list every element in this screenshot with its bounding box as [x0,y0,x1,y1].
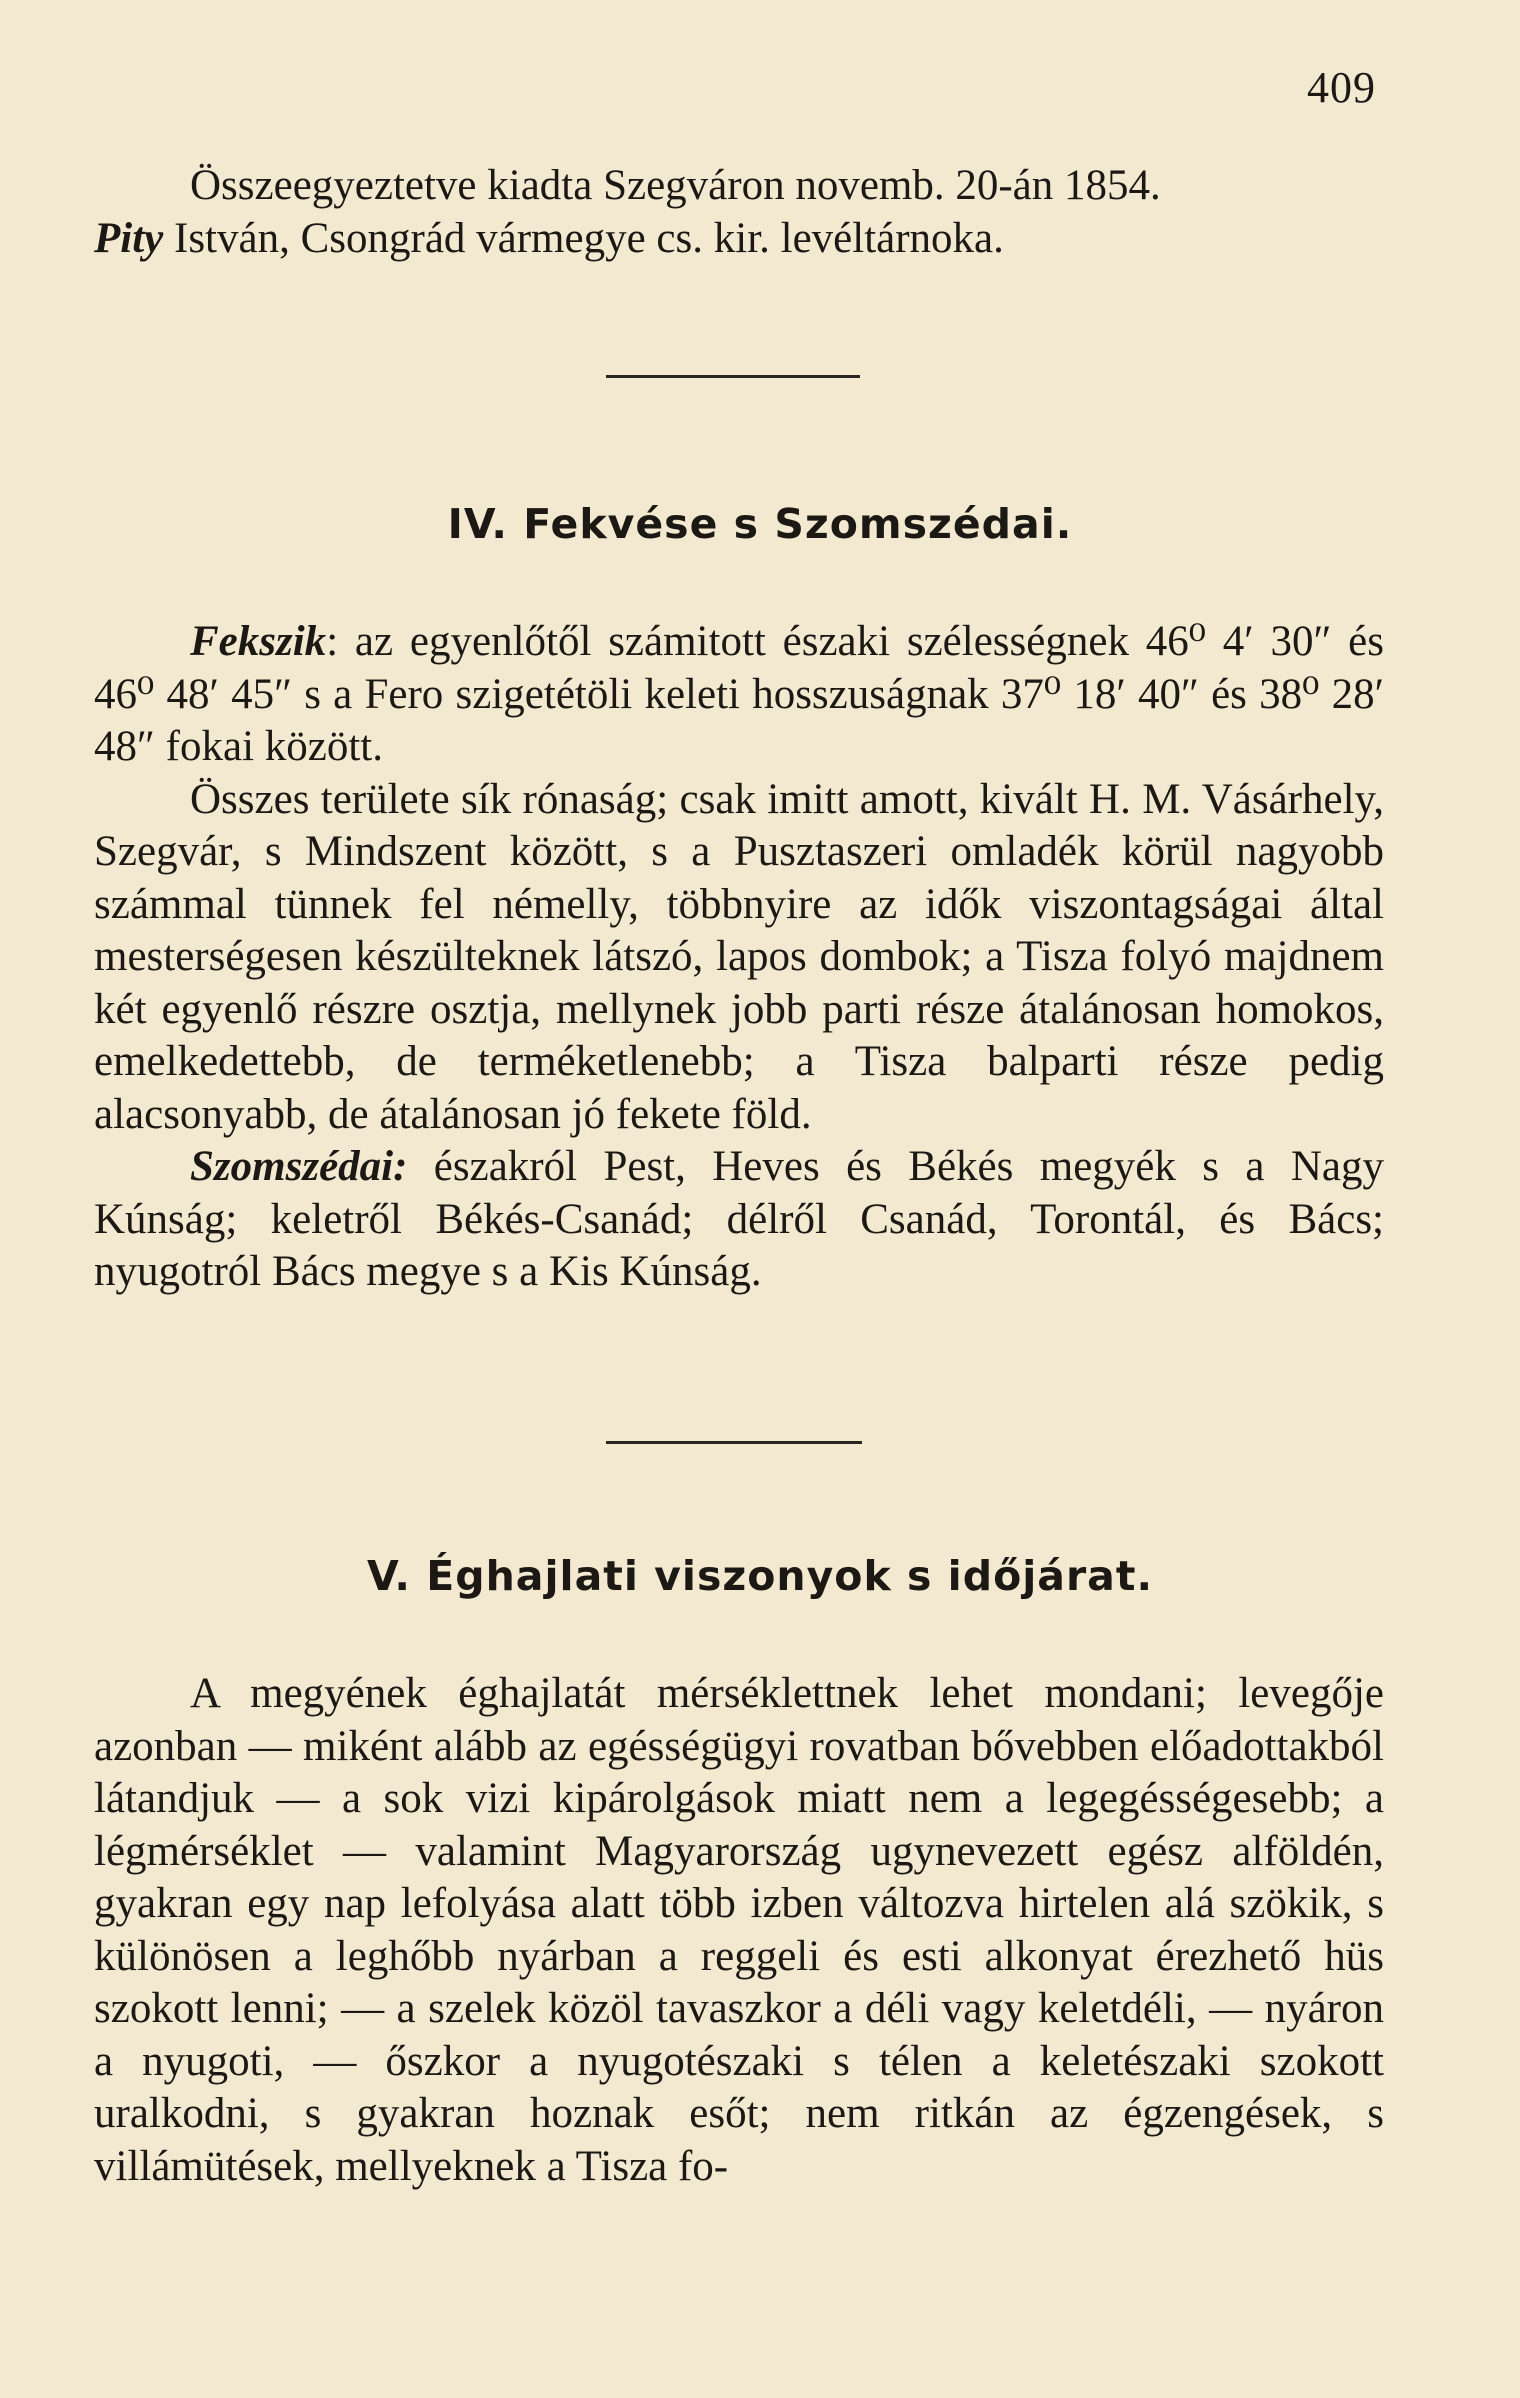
section-heading-5: V. Éghajlati viszonyok s időjárat. [366,1552,1154,1600]
paragraph-lead-fekszik: Fekszik [190,618,327,665]
section-divider-1 [606,375,860,378]
page-number: 409 [1307,63,1376,112]
section-5-body [94,1668,1384,2193]
attribution-line-2 [94,213,1384,266]
paragraph-text-coordinates: : az egyenlőtől számitott északi szélességnek 46⁰ 4′ 30″ és 46⁰ 48′ 45″ s a Fero szigetétöli keleti hosszuságnak 37⁰ 18′ 40″ és 38⁰ 28′ 48″ fokai között. [94,618,1384,770]
section-divider-2 [606,1441,862,1444]
section-4-paragraph-location [94,616,1384,774]
section-4-paragraph-neighbours [94,1141,1384,1299]
section-4-body [94,616,1384,1299]
section-heading-4: IV. Fekvése s Szomszédai. [447,500,1073,548]
archivist-name: Pity [94,214,164,262]
section-4-paragraph-terrain: Összes területe sík rónaság; csak imitt amott, kivált H. M. Vásárhely, Szegvár, s Mindszent között, s a Pusztaszeri omladék körül nagyobb számmal tünnek fel némelly, többnyire az idők viszontagságai által mesterségesen készülteknek látszó, lapos dombok; a Tisza folyó majdnem két egyenlő részre osztja, mellynek jobb parti része átalánosan homokos, emelkedettebb, de terméketlenebb; a Tisza balparti része pedig alacsonyabb, de átalánosan jó fekete föld. [94,775,1384,1138]
paragraph-lead-szomszedai: Szomszédai: [190,1143,408,1190]
archivist-title: István, Csongrád vármegye cs. kir. levéltárnoka. [163,214,1004,262]
attribution-line-1: Összeegyeztetve kiadta Szegváron novemb. 20-án 1854. [190,162,1161,209]
closing-attribution [94,160,1384,265]
section-5-paragraph-climate: A megyének éghajlatát mérséklettnek lehet mondani; levegője azonban — miként alább az egésségügyi rovatban bővebben előadottakból látandjuk — a sok vizi kipárolgások miatt nem a legegésségesebb; a légmérséklet — valamint Magyarország ugynevezett egész alföldén, gyakran egy nap lefolyása alatt több izben változva hirtelen alá szökik, s különösen a leghőbb nyárban a reggeli és esti alkonyat érezhető hüs szokott lenni; — a szelek közöl tavaszkor a déli vagy keletdéli, — nyáron a nyugoti, — őszkor a nyugotészaki s télen a keletészaki szokott uralkodni, s gyakran hoznak esőt; nem ritkán az égzengések, s villámütések, mellyeknek a Tisza fo- [94,1670,1384,2190]
paragraph-text-neighbours: északról Pest, Heves és Békés megyék s a Nagy Kúnság; keletről Békés-Csanád; délről Csanád, Torontál, és Bács; nyugotról Bács megye s a Kis Kúnság. [94,1143,1384,1295]
